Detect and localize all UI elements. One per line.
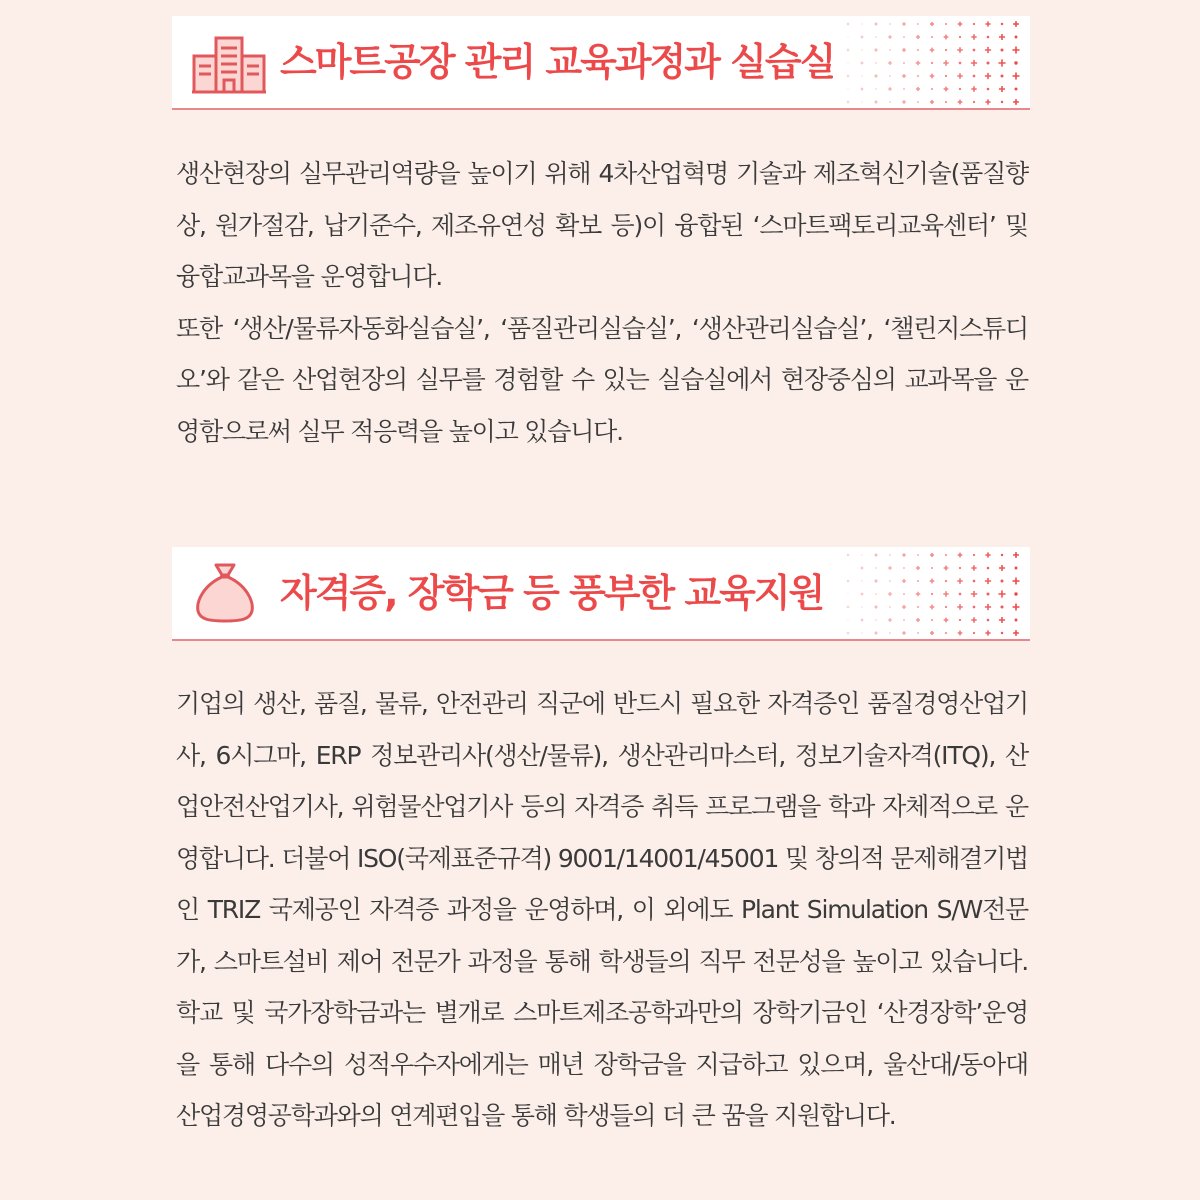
decorative-plus-mark (847, 606, 849, 608)
decorative-plus-mark (999, 617, 1005, 623)
decorative-dot (847, 619, 848, 620)
decorative-dot (931, 36, 933, 38)
decorative-plus-mark (985, 73, 991, 79)
decorative-dot (1001, 554, 1003, 556)
decorative-dot (973, 49, 976, 52)
decorative-plus-mark (875, 554, 878, 557)
decorative-dot (931, 593, 933, 595)
decorative-plus-mark (971, 591, 977, 597)
decorative-dot (917, 23, 919, 25)
money-bag-icon (186, 557, 264, 627)
decorative-dot (861, 49, 862, 50)
decorative-plus-mark (847, 580, 849, 582)
decorative-plus-mark (999, 565, 1005, 571)
decorative-plus-mark (971, 617, 976, 622)
decorative-plus-mark (944, 87, 949, 92)
decorative-plus-mark (916, 566, 920, 570)
decorative-dot (1015, 88, 1018, 91)
decorative-plus-mark (875, 632, 878, 635)
decorative-plus-mark (847, 554, 849, 556)
decorative-plus-mark (875, 23, 878, 26)
decorative-dot (889, 101, 890, 102)
decorative-dot (945, 49, 947, 51)
decorative-plus-mark (930, 605, 935, 610)
decorative-dot (861, 632, 862, 633)
decorative-dot (1001, 101, 1003, 103)
decorative-dot (931, 62, 933, 64)
decorative-dot (861, 580, 862, 581)
decorative-dot (917, 75, 919, 77)
decorative-dot (847, 36, 848, 37)
decorative-plus-mark (930, 579, 935, 584)
factory-building-icon (190, 32, 268, 94)
decorative-dot (959, 619, 961, 621)
decorative-dot (1001, 632, 1003, 634)
decorative-dot (959, 593, 962, 596)
decorative-plus-mark (971, 565, 976, 570)
decorative-dot (917, 49, 919, 51)
decorative-plus-mark (957, 578, 962, 583)
decorative-dot (973, 554, 975, 556)
decorative-plus-mark (958, 553, 963, 558)
decorative-plus-mark (971, 86, 976, 91)
decorative-plus-mark (902, 605, 906, 609)
decorative-dot (973, 606, 976, 609)
decorative-dot (889, 606, 891, 608)
decorative-dot (861, 23, 862, 24)
decorative-plus-mark (902, 631, 906, 635)
decorative-dot (875, 62, 876, 63)
decorative-plus-mark (916, 592, 921, 597)
decorative-dot (959, 88, 961, 90)
decorative-plus-mark (985, 47, 991, 53)
decorative-plus-mark (943, 60, 948, 65)
section-header-smart-factory (172, 16, 1030, 110)
decorative-plus-mark (930, 74, 935, 79)
decorative-dot (1001, 606, 1004, 609)
decorative-dot (861, 554, 862, 555)
decorative-plus-mark (1013, 578, 1020, 585)
decorative-dot (945, 580, 947, 582)
decorative-plus-mark (861, 88, 864, 91)
decorative-dot (931, 619, 933, 621)
decorative-plus-mark (958, 22, 963, 27)
decorative-plus-mark (902, 74, 906, 78)
decorative-dot (931, 88, 933, 90)
decorative-plus-mark (847, 75, 849, 77)
decorative-dot (847, 88, 848, 89)
decorative-dot (875, 567, 876, 568)
decorative-dot (987, 567, 990, 570)
decorative-plus-mark (888, 592, 892, 596)
decorative-plus-mark (902, 22, 906, 26)
decorative-plus-mark (999, 86, 1005, 92)
section-body (176, 678, 1028, 1142)
decorative-plus-mark (943, 591, 948, 596)
decorative-plus-mark (957, 47, 962, 52)
decorative-plus-mark (874, 579, 877, 582)
section-title: 스마트공장 관리 교육과정과 실습실 (280, 40, 835, 84)
decorative-dot (945, 75, 947, 77)
decorative-plus-mark (998, 590, 1005, 597)
decorative-plus-mark (874, 74, 877, 77)
decorative-plus-mark (888, 566, 891, 569)
decorative-dot (903, 62, 905, 64)
decorative-dot (903, 593, 905, 595)
decorative-dot (889, 49, 891, 51)
decorative-dot (875, 593, 876, 594)
decorative-dot (917, 101, 919, 103)
paragraph: 생산현장의 실무관리역량을 높이기 위해 4차산업혁명 기술과 제조혁신기술(품질향상, 원가절감, 납기준수, 제조유연성 확보 등)이 융합된 ‘스마트팩토리교육센터’ 및 융합교과목을 운영합니다. (176, 159, 1028, 291)
decorative-plus-mark (847, 101, 849, 103)
decorative-dot (889, 632, 890, 633)
decorative-plus-mark (902, 553, 906, 557)
decorative-plus-mark (861, 36, 864, 39)
decorative-dot (973, 580, 976, 583)
decorative-plus-mark (888, 35, 891, 38)
decorative-dot-pattern (840, 547, 1030, 639)
decorative-plus-mark (985, 604, 991, 610)
decorative-plus-mark (958, 100, 963, 105)
decorative-plus-mark (1013, 604, 1020, 611)
decorative-dot (889, 23, 890, 24)
decorative-dot (986, 592, 989, 595)
decorative-dot (987, 88, 990, 91)
decorative-plus-mark (1013, 47, 1020, 54)
decorative-plus-mark (916, 87, 920, 91)
decorative-dot (861, 75, 862, 76)
decorative-dot (945, 554, 947, 556)
decorative-dot (931, 567, 933, 569)
decorative-plus-mark (888, 61, 892, 65)
decorative-dot (875, 619, 876, 620)
decorative-dot (861, 101, 862, 102)
decorative-plus-mark (847, 23, 849, 25)
decorative-plus-mark (944, 618, 949, 623)
decorative-dot (847, 593, 848, 594)
section-header-education-support (172, 547, 1030, 641)
decorative-plus-mark (1013, 73, 1020, 80)
decorative-plus-mark (1013, 99, 1019, 105)
decorative-dot (945, 632, 947, 634)
decorative-plus-mark (944, 35, 949, 40)
decorative-plus-mark (971, 34, 976, 39)
decorative-plus-mark (916, 35, 920, 39)
decorative-plus-mark (1013, 630, 1019, 636)
decorative-plus-mark (985, 578, 991, 584)
decorative-plus-mark (930, 631, 934, 635)
decorative-plus-mark (1013, 552, 1019, 558)
decorative-plus-mark (1013, 21, 1019, 27)
decorative-dot (945, 23, 947, 25)
decorative-plus-mark (957, 604, 962, 609)
decorative-plus-mark (985, 630, 990, 635)
decorative-dot (903, 36, 905, 38)
decorative-dot (847, 62, 848, 63)
decorative-plus-mark (861, 593, 864, 596)
decorative-dot (973, 101, 975, 103)
decorative-dot (1014, 61, 1017, 64)
decorative-plus-mark (958, 631, 963, 636)
decorative-plus-mark (888, 87, 891, 90)
paragraph: 기업의 생산, 품질, 물류, 안전관리 직군에 반드시 필요한 자격증인 품질경영산업기사, 6시그마, ERP 정보관리사(생산/물류), 생산관리마스터, 정보기술자격(ITQ), 산업안전산업기사, 위험물산업기사 등의 자격증 취득 프로그램을 학과 자체적으로 운영합니다. 더불어 ISO(국제표준규격) 9001/14001/45001 및 창의적 문제해결기법인 TRIZ 국제공인 자격증 과정을 운영하며, 이 외에도 Plant Simulation S/W전문가, 스마트설비 제어 전문가 과정을 통해 학생들의 직무 전문성을 높이고 있습니다. 학교 및 국가장학금과는 별개로 스마트제조공학과만의 장학기금인 ‘산경장학’운영을 통해 다수의 성적우수자에게는 매년 장학금을 지급하고 있으며, 울산대/동아대 산업경영공학과와의 연계편입을 통해 학생들의 더 큰 꿈을 지원합니다. (176, 689, 1028, 1130)
decorative-dot (875, 88, 876, 89)
decorative-plus-mark (999, 34, 1005, 40)
decorative-plus-mark (874, 48, 877, 51)
decorative-plus-mark (902, 100, 906, 104)
decorative-plus-mark (985, 21, 990, 26)
decorative-dot (917, 632, 919, 634)
decorative-plus-mark (985, 99, 990, 104)
paragraph: 또한 ‘생산/물류자동화실습실’, ‘품질관리실습실’, ‘생산관리실습실’, ‘챌린지스튜디오’와 같은 산업현장의 실무를 경험할 수 있는 실습실에서 현장중심의 교과목을 운영함으로써 실무 적응력을 높이고 있습니다. (176, 313, 1028, 446)
decorative-dot (903, 619, 905, 621)
decorative-dot (1001, 23, 1003, 25)
decorative-dot (903, 88, 905, 90)
decorative-dot (945, 101, 947, 103)
decorative-dot (889, 554, 890, 555)
decorative-plus-mark (916, 61, 921, 66)
decorative-plus-mark (957, 73, 962, 78)
decorative-dot (959, 62, 962, 65)
decorative-plus-mark (875, 101, 878, 104)
decorative-dot (861, 606, 862, 607)
decorative-dot (959, 36, 961, 38)
decorative-plus-mark (874, 605, 877, 608)
decorative-dot (973, 75, 976, 78)
decorative-dot (875, 36, 876, 37)
decorative-plus-mark (847, 49, 849, 51)
decorative-plus-mark (861, 619, 864, 622)
decorative-dot (1001, 49, 1004, 52)
decorative-dot (1001, 580, 1004, 583)
decorative-dot (903, 567, 905, 569)
decorative-dot (1015, 36, 1018, 39)
decorative-plus-mark (985, 552, 990, 557)
decorative-dot (1001, 75, 1004, 78)
decorative-plus-mark (944, 566, 949, 571)
decorative-dot (987, 619, 990, 622)
decorative-plus-mark (861, 62, 864, 65)
decorative-plus-mark (930, 100, 934, 104)
decorative-dot (1014, 592, 1017, 595)
decorative-dot (917, 580, 919, 582)
decorative-dot (889, 580, 891, 582)
decorative-plus-mark (971, 60, 977, 66)
decorative-dot (986, 61, 989, 64)
decorative-plus-mark (861, 567, 864, 570)
decorative-plus-mark (902, 48, 906, 52)
decorative-plus-mark (916, 618, 920, 622)
decorative-dot-pattern (840, 16, 1030, 108)
decorative-dot (945, 606, 947, 608)
decorative-dot (917, 554, 919, 556)
decorative-dot (1015, 567, 1018, 570)
decorative-plus-mark (902, 579, 906, 583)
decorative-plus-mark (930, 48, 935, 53)
decorative-dot (1015, 619, 1018, 622)
decorative-plus-mark (930, 22, 934, 26)
decorative-dot (889, 75, 891, 77)
section-body (176, 148, 1028, 457)
section-title: 자격증, 장학금 등 풍부한 교육지원 (280, 571, 824, 615)
decorative-plus-mark (930, 553, 934, 557)
decorative-dot (973, 632, 975, 634)
decorative-dot (917, 606, 919, 608)
decorative-dot (973, 23, 975, 25)
decorative-dot (959, 567, 961, 569)
decorative-dot (847, 567, 848, 568)
decorative-plus-mark (847, 632, 849, 634)
decorative-plus-mark (998, 59, 1005, 66)
decorative-dot (987, 36, 990, 39)
decorative-plus-mark (888, 618, 891, 621)
